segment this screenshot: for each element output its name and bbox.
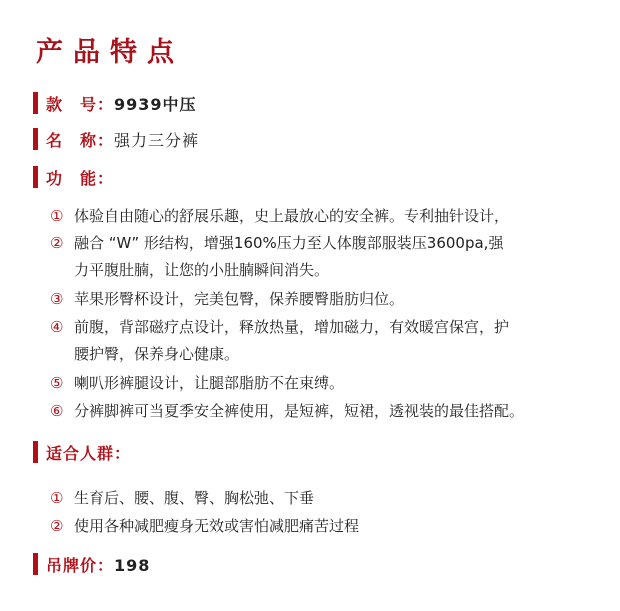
function-label: 功 能： [46, 169, 115, 188]
list-number: ④ [50, 318, 64, 336]
audience-item-2 [50, 513, 359, 540]
list-number: ⑥ [50, 402, 64, 420]
name-row [46, 128, 199, 151]
model-label: 款 号： [46, 95, 115, 114]
function-item-6 [50, 398, 524, 425]
function-text: 体验自由随心的舒展乐趣，史上最放心的安全裤。专利抽针设计， [74, 207, 510, 225]
audience-text: 使用各种减肥瘦身无效或害怕减肥痛苦过程 [74, 517, 360, 535]
function-text-continued: 腰护臀，保养身心健康。 [74, 345, 240, 363]
function-item-5 [50, 370, 344, 397]
function-item-3 [50, 286, 404, 313]
price-value: 198 [114, 556, 151, 575]
function-text: 融合 “W” 形结构，增强160%压力至人体腹部服装压3600pa,强 [74, 234, 504, 252]
list-number: ① [50, 207, 64, 225]
function-text: 喇叭形裤腿设计，让腿部脂肪不在束缚。 [74, 374, 345, 392]
price-label: 吊牌价： [46, 556, 115, 575]
function-item-1 [50, 203, 509, 230]
function-item-2 [50, 230, 503, 284]
section-bar-audience [33, 441, 38, 463]
section-bar-price [33, 553, 38, 575]
name-label: 名 称： [46, 131, 115, 150]
model-row [46, 92, 197, 115]
price-row [46, 553, 150, 576]
page-title: 产品特点 [36, 37, 184, 68]
section-bar-name [33, 128, 38, 150]
section-bar-model [33, 92, 38, 114]
list-number: ③ [50, 290, 64, 308]
list-number: ① [50, 489, 64, 507]
function-text-continued: 力平腹肚腩，让您的小肚腩瞬间消失。 [74, 261, 330, 279]
list-number: ② [50, 234, 64, 252]
audience-text: 生育后、腰、腹、臀、胸松弛、下垂 [74, 489, 315, 507]
function-item-4 [50, 314, 509, 368]
function-text: 分裤脚裤可当夏季安全裤使用，是短裤，短裙，透视装的最佳搭配。 [74, 402, 525, 420]
audience-item-1 [50, 485, 314, 512]
audience-label: 适合人群： [46, 444, 132, 463]
section-bar-function [33, 166, 38, 188]
function-text: 苹果形臀杯设计，完美包臀，保养腰臀脂肪归位。 [74, 290, 405, 308]
model-value: 9939中压 [114, 95, 197, 114]
list-number: ⑤ [50, 374, 64, 392]
function-text: 前腹，背部磁疗点设计，释放热量，增加磁力，有效暖宫保宫，护 [74, 318, 510, 336]
name-value: 强力三分裤 [114, 131, 200, 150]
list-number: ② [50, 517, 64, 535]
